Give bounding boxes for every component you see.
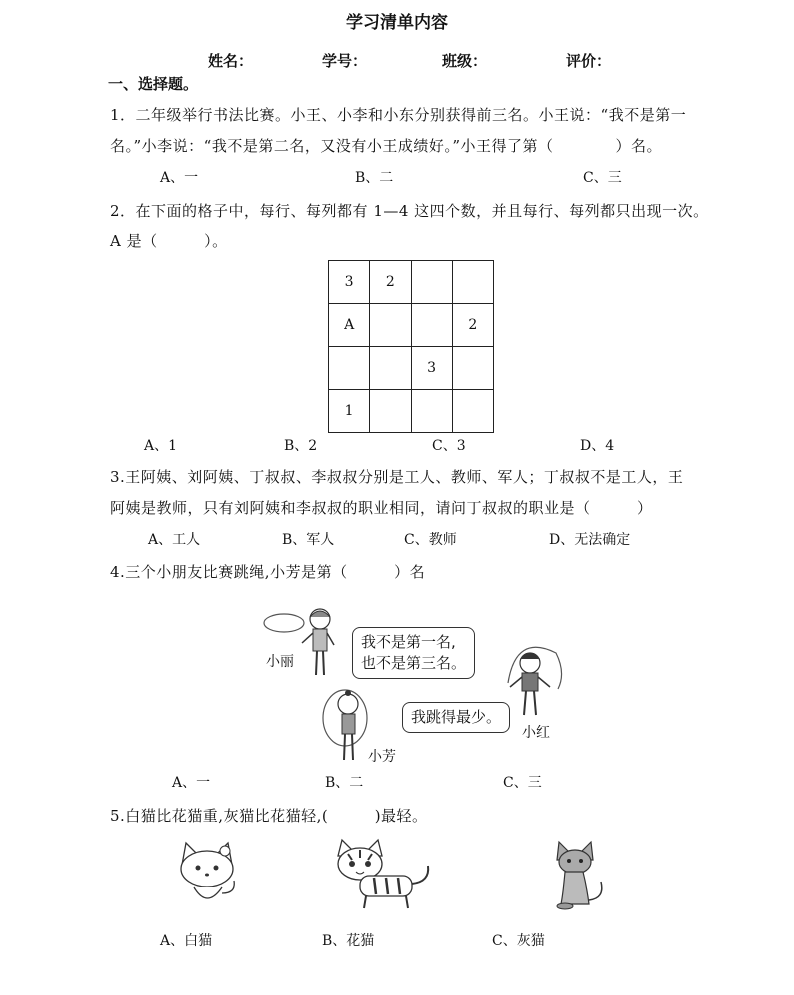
grid-cell (452, 347, 493, 390)
grid-cell: 1 (329, 390, 370, 433)
number-grid (328, 260, 494, 433)
q4-option-a: A、一 (172, 775, 211, 791)
q5-option-c: C、灰猫 (492, 933, 545, 949)
xiaohong-label: 小红 (522, 725, 550, 741)
grid-cell (452, 390, 493, 433)
grid-cell (370, 390, 411, 433)
q5-option-a: A、白猫 (160, 933, 213, 949)
q3-option-a: A、工人 (148, 532, 201, 548)
xiaohong-illustration (496, 643, 566, 725)
grid-cell (411, 390, 452, 433)
xiaoli-label: 小丽 (266, 654, 294, 670)
q5-option-b: B、花猫 (322, 933, 375, 949)
q2-option-d: D、4 (580, 438, 615, 454)
grey-cat-illustration (543, 838, 608, 913)
evaluation-label: 评价： (566, 52, 612, 70)
q3-line2: 阿姨是教师，只有刘阿姨和李叔叔的职业相同，请问丁叔叔的职业是（ ） (110, 499, 653, 517)
q4-line1: 4.三个小朋友比赛跳绳,小芳是第（ ）名 (110, 563, 426, 581)
white-cat-illustration (170, 835, 245, 910)
q2-line2: A 是（ ）。 (110, 232, 228, 250)
grid-cell (411, 261, 452, 304)
q3-option-c: C、教师 (404, 532, 457, 548)
q1-option-a: A、一 (160, 170, 199, 186)
page-title: 学习清单内容 (346, 13, 448, 33)
grid-cell (411, 304, 452, 347)
grid-cell (452, 261, 493, 304)
q2-option-a: A、1 (144, 438, 178, 454)
q1-line1: 1．二年级举行书法比赛。小王、小李和小东分别获得前三名。小王说：“我不是第一 (110, 106, 687, 124)
grid-cell: 2 (452, 304, 493, 347)
q1-line2: 名。”小李说：“我不是第二名，又没有小王成绩好。”小王得了第（ ）名。 (110, 137, 663, 155)
grid-cell (329, 347, 370, 390)
q3-option-d: D、无法确定 (549, 532, 631, 548)
xiaofang-label: 小芳 (368, 749, 396, 765)
girl-jumping-rope-illustration (262, 605, 342, 685)
q2-option-b: B、2 (284, 438, 318, 454)
q4-option-b: B、二 (325, 775, 364, 791)
section-heading: 一、选择题。 (108, 75, 199, 93)
q5-line1: 5.白猫比花猫重,灰猫比花猫轻,( )最轻。 (110, 807, 428, 825)
speech-line: 我不是第一名, (361, 633, 456, 651)
grid-cell (370, 347, 411, 390)
q4-option-c: C、三 (503, 775, 542, 791)
xiaohong-speech-bubble: 我跳得最少。 (402, 702, 510, 733)
speech-line: 也不是第三名。 (361, 654, 467, 672)
q3-option-b: B、军人 (282, 532, 335, 548)
tabby-cat-illustration (330, 838, 435, 910)
grid-cell (370, 304, 411, 347)
student-number-label: 学号： (322, 52, 368, 70)
grid-cell: 3 (329, 261, 370, 304)
q3-line1: 3.王阿姨、刘阿姨、丁叔叔、李叔叔分别是工人、教师、军人；丁叔叔不是工人，王 (110, 468, 684, 486)
q1-option-c: C、三 (583, 170, 622, 186)
name-label: 姓名： (208, 52, 254, 70)
xiaoli-speech-bubble (352, 627, 475, 679)
grid-cell: 2 (370, 261, 411, 304)
class-label: 班级： (442, 52, 488, 70)
q2-line1: 2．在下面的格子中，每行、每列都有 1—4 这四个数，并且每行、每列都只出现一次。 (110, 202, 709, 220)
xiaofang-illustration (318, 688, 373, 768)
q2-option-c: C、3 (432, 438, 466, 454)
grid-cell: A (329, 304, 370, 347)
q1-option-b: B、二 (355, 170, 394, 186)
grid-cell: 3 (411, 347, 452, 390)
